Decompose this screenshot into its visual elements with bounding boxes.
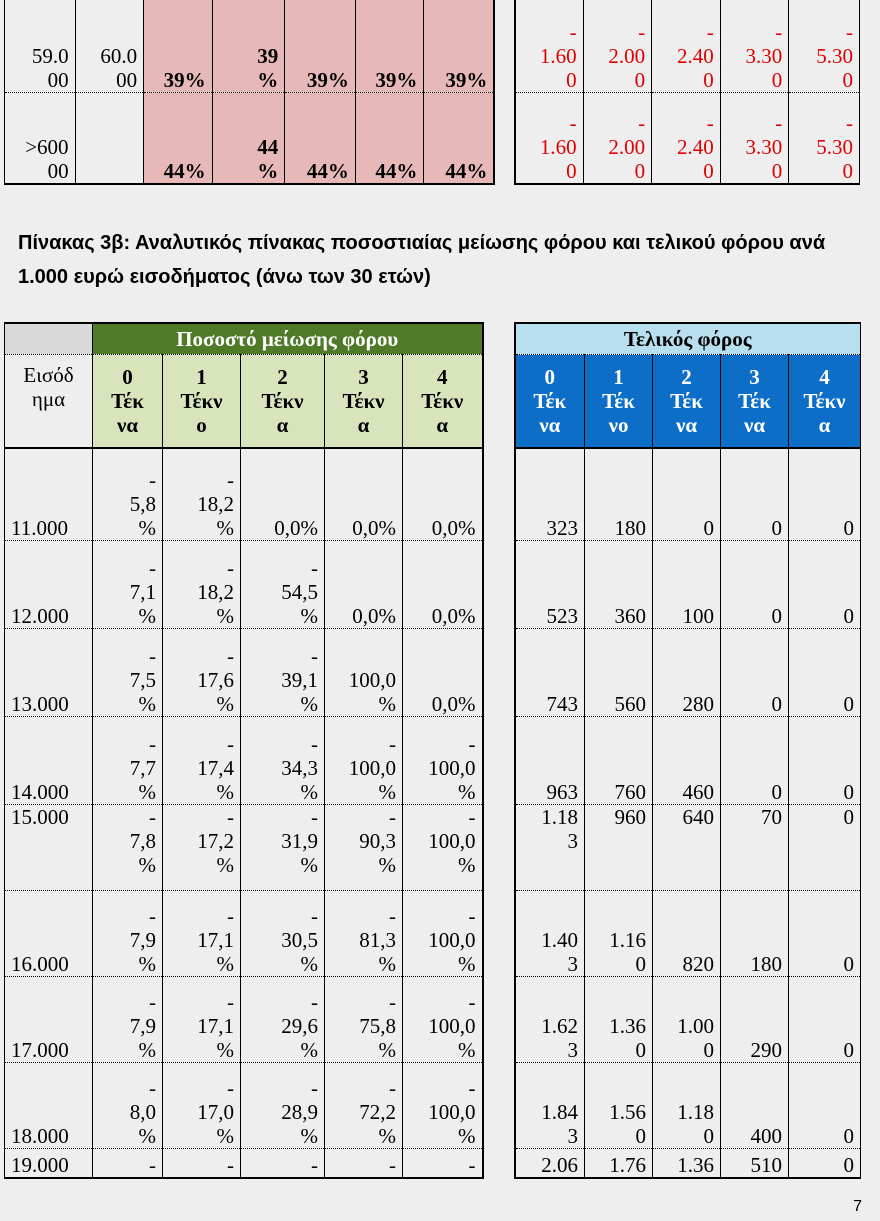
tax-children-header: 2 Τέκ να xyxy=(653,355,721,449)
tax-cell: 290 xyxy=(721,976,789,1062)
column-gap xyxy=(494,92,514,184)
column-gap xyxy=(494,0,514,92)
tax-cell: 0 xyxy=(721,448,789,540)
pct-cell: - 34,3 % xyxy=(241,716,325,804)
pct-cell: - xyxy=(93,1148,163,1178)
tax-cell: 760 xyxy=(585,716,653,804)
pct-children-header: 4 Τέκν α xyxy=(403,355,483,449)
table-row xyxy=(5,628,861,716)
pct-cell: 44% xyxy=(144,92,213,184)
pct-cell: 44% xyxy=(424,92,495,184)
tax-cell: 0 xyxy=(789,976,861,1062)
pct-cell: - 81,3 % xyxy=(325,890,403,976)
column-header-row xyxy=(5,355,861,449)
income-cell: 60.0 00 xyxy=(75,0,144,92)
top-table-fragment xyxy=(4,0,860,185)
pct-cell: - 7,1 % xyxy=(93,540,163,628)
table-row xyxy=(5,1062,861,1148)
tax-cell: 1.18 3 xyxy=(515,804,585,890)
tax-cell: - 5.30 0 xyxy=(789,0,860,92)
income-cell: 13.000 xyxy=(5,628,93,716)
tax-cell: 360 xyxy=(585,540,653,628)
pct-cell: - 7,8 % xyxy=(93,804,163,890)
table-row xyxy=(5,1148,861,1178)
page-number: 7 xyxy=(853,1198,862,1215)
tax-cell: 523 xyxy=(515,540,585,628)
tax-cell: 0 xyxy=(653,448,721,540)
pct-cell: - 39,1 % xyxy=(241,628,325,716)
pct-cell: - 17,6 % xyxy=(163,628,241,716)
pct-cell: - 8,0 % xyxy=(93,1062,163,1148)
tax-cell: 0 xyxy=(721,628,789,716)
column-gap xyxy=(483,804,515,890)
pct-cell: 39 % xyxy=(212,0,285,92)
group-header-row xyxy=(5,323,861,355)
tax-cell: - 2.00 0 xyxy=(583,92,652,184)
pct-cell: - 17,1 % xyxy=(163,976,241,1062)
pct-cell: - 17,4 % xyxy=(163,716,241,804)
tax-cell: 400 xyxy=(721,1062,789,1148)
table-row xyxy=(5,92,860,184)
tax-cell: 100 xyxy=(653,540,721,628)
tax-cell: 0 xyxy=(789,628,861,716)
tax-cell: - 2.00 0 xyxy=(583,0,652,92)
table-row xyxy=(5,448,861,540)
income-header: Εισόδ ημα xyxy=(5,355,93,449)
corner-cell xyxy=(5,323,93,355)
pct-children-header: 3 Τέκν α xyxy=(325,355,403,449)
tax-cell: 1.84 3 xyxy=(515,1062,585,1148)
pct-cell: - 100,0 % xyxy=(403,1062,483,1148)
tax-cell: 820 xyxy=(653,890,721,976)
tax-cell: 1.56 0 xyxy=(585,1062,653,1148)
pct-cell: - 90,3 % xyxy=(325,804,403,890)
tax-cell: 1.36 0 xyxy=(585,976,653,1062)
pct-cell: 39% xyxy=(424,0,495,92)
pct-cell: 0,0% xyxy=(403,540,483,628)
tax-cell: 180 xyxy=(585,448,653,540)
tax-cell: 963 xyxy=(515,716,585,804)
pct-cell: - 28,9 % xyxy=(241,1062,325,1148)
tax-children-header: 1 Τέκ νο xyxy=(585,355,653,449)
tax-cell: 0 xyxy=(789,804,861,890)
column-gap xyxy=(483,1148,515,1178)
pct-cell: 100,0 % xyxy=(325,628,403,716)
income-cell: 18.000 xyxy=(5,1062,93,1148)
pct-cell: - 18,2 % xyxy=(163,540,241,628)
pct-cell: - xyxy=(163,1148,241,1178)
pct-cell: 44% xyxy=(285,92,356,184)
pct-cell: - 29,6 % xyxy=(241,976,325,1062)
income-cell: 11.000 xyxy=(5,448,93,540)
table-row xyxy=(5,0,860,92)
pct-cell: - xyxy=(241,1148,325,1178)
tax-cell: 1.16 0 xyxy=(585,890,653,976)
pct-cell: - 7,7 % xyxy=(93,716,163,804)
income-cell: 17.000 xyxy=(5,976,93,1062)
tax-cell: 1.18 0 xyxy=(653,1062,721,1148)
income-cell xyxy=(75,92,144,184)
tax-cell: 0 xyxy=(789,1062,861,1148)
pct-cell: 39% xyxy=(285,0,356,92)
tax-cell: 1.36 xyxy=(653,1148,721,1178)
column-gap xyxy=(483,716,515,804)
tax-cell: 743 xyxy=(515,628,585,716)
tax-reduction-table xyxy=(4,322,861,1179)
tax-children-header: 0 Τέκ να xyxy=(515,355,585,449)
pct-cell: 0,0% xyxy=(325,448,403,540)
pct-cell: - 72,2 % xyxy=(325,1062,403,1148)
pct-cell: 0,0% xyxy=(403,628,483,716)
pct-cell: - 100,0 % xyxy=(403,976,483,1062)
pct-cell: - 100,0 % xyxy=(403,804,483,890)
income-cell: 59.0 00 xyxy=(5,0,76,92)
tax-cell: 460 xyxy=(653,716,721,804)
pct-cell: - 5,8 % xyxy=(93,448,163,540)
pct-cell: 0,0% xyxy=(403,448,483,540)
tax-cell: - 3.30 0 xyxy=(720,92,789,184)
table-row xyxy=(5,540,861,628)
pct-cell: - 100,0 % xyxy=(325,716,403,804)
pct-cell: 44% xyxy=(355,92,424,184)
group-pct-header: Ποσοστό μείωσης φόρου xyxy=(93,323,483,355)
tax-cell: 1.76 xyxy=(585,1148,653,1178)
tax-cell: - 1.60 0 xyxy=(515,0,584,92)
tax-cell: - 1.60 0 xyxy=(515,92,584,184)
tax-cell: 1.40 3 xyxy=(515,890,585,976)
column-gap xyxy=(483,890,515,976)
tax-cell: 0 xyxy=(721,716,789,804)
pct-cell: - 31,9 % xyxy=(241,804,325,890)
pct-cell: 0,0% xyxy=(325,540,403,628)
pct-children-header: 1 Τέκν ο xyxy=(163,355,241,449)
tax-cell: 0 xyxy=(789,540,861,628)
tax-cell: - 3.30 0 xyxy=(720,0,789,92)
income-cell: 14.000 xyxy=(5,716,93,804)
column-gap xyxy=(483,540,515,628)
pct-cell: - 7,5 % xyxy=(93,628,163,716)
table-row xyxy=(5,976,861,1062)
tax-cell: 2.06 xyxy=(515,1148,585,1178)
income-cell: 12.000 xyxy=(5,540,93,628)
tax-cell: - 2.40 0 xyxy=(652,0,721,92)
column-gap xyxy=(483,323,515,355)
tax-cell: 510 xyxy=(721,1148,789,1178)
pct-cell: - 17,1 % xyxy=(163,890,241,976)
pct-cell: - xyxy=(403,1148,483,1178)
tax-cell: 0 xyxy=(789,448,861,540)
tax-cell: 70 xyxy=(721,804,789,890)
pct-cell: - 7,9 % xyxy=(93,890,163,976)
pct-cell: 44 % xyxy=(212,92,285,184)
tax-cell: 960 xyxy=(585,804,653,890)
income-cell: >600 00 xyxy=(5,92,76,184)
pct-cell: - 100,0 % xyxy=(403,716,483,804)
pct-cell: - xyxy=(325,1148,403,1178)
table-row xyxy=(5,804,861,890)
pct-cell: - 30,5 % xyxy=(241,890,325,976)
income-cell: 16.000 xyxy=(5,890,93,976)
tax-cell: 560 xyxy=(585,628,653,716)
tax-children-header: 4 Τέκν α xyxy=(789,355,861,449)
column-gap xyxy=(483,448,515,540)
column-gap xyxy=(483,355,515,449)
pct-cell: - 17,2 % xyxy=(163,804,241,890)
table-row xyxy=(5,716,861,804)
group-tax-header: Τελικός φόρος xyxy=(515,323,861,355)
pct-children-header: 2 Τέκν α xyxy=(241,355,325,449)
tax-cell: 1.62 3 xyxy=(515,976,585,1062)
pct-cell: - 100,0 % xyxy=(403,890,483,976)
table-heading: Πίνακας 3β: Αναλυτικός πίνακας ποσοστιαίας μείωσης φόρου και τελικού φόρου ανά 1.000 ευρώ εισοδήματος (άνω των 30 ετών) xyxy=(18,232,826,288)
income-cell: 15.000 xyxy=(5,804,93,890)
tax-cell: 640 xyxy=(653,804,721,890)
income-cell: 19.000 xyxy=(5,1148,93,1178)
pct-cell: 39% xyxy=(355,0,424,92)
tax-cell: 0 xyxy=(721,540,789,628)
tax-children-header: 3 Τέκ να xyxy=(721,355,789,449)
pct-cell: - 18,2 % xyxy=(163,448,241,540)
tax-cell: 0 xyxy=(789,1148,861,1178)
pct-cell: 39% xyxy=(144,0,213,92)
pct-children-header: 0 Τέκ να xyxy=(93,355,163,449)
table-row xyxy=(5,890,861,976)
tax-cell: - 2.40 0 xyxy=(652,92,721,184)
pct-cell: - 54,5 % xyxy=(241,540,325,628)
pct-cell: - 7,9 % xyxy=(93,976,163,1062)
column-gap xyxy=(483,1062,515,1148)
column-gap xyxy=(483,976,515,1062)
tax-cell: 0 xyxy=(789,890,861,976)
tax-cell: 180 xyxy=(721,890,789,976)
tax-cell: - 5.30 0 xyxy=(789,92,860,184)
pct-cell: 0,0% xyxy=(241,448,325,540)
tax-cell: 323 xyxy=(515,448,585,540)
column-gap xyxy=(483,628,515,716)
tax-cell: 1.00 0 xyxy=(653,976,721,1062)
pct-cell: - 75,8 % xyxy=(325,976,403,1062)
pct-cell: - 17,0 % xyxy=(163,1062,241,1148)
tax-cell: 280 xyxy=(653,628,721,716)
tax-cell: 0 xyxy=(789,716,861,804)
